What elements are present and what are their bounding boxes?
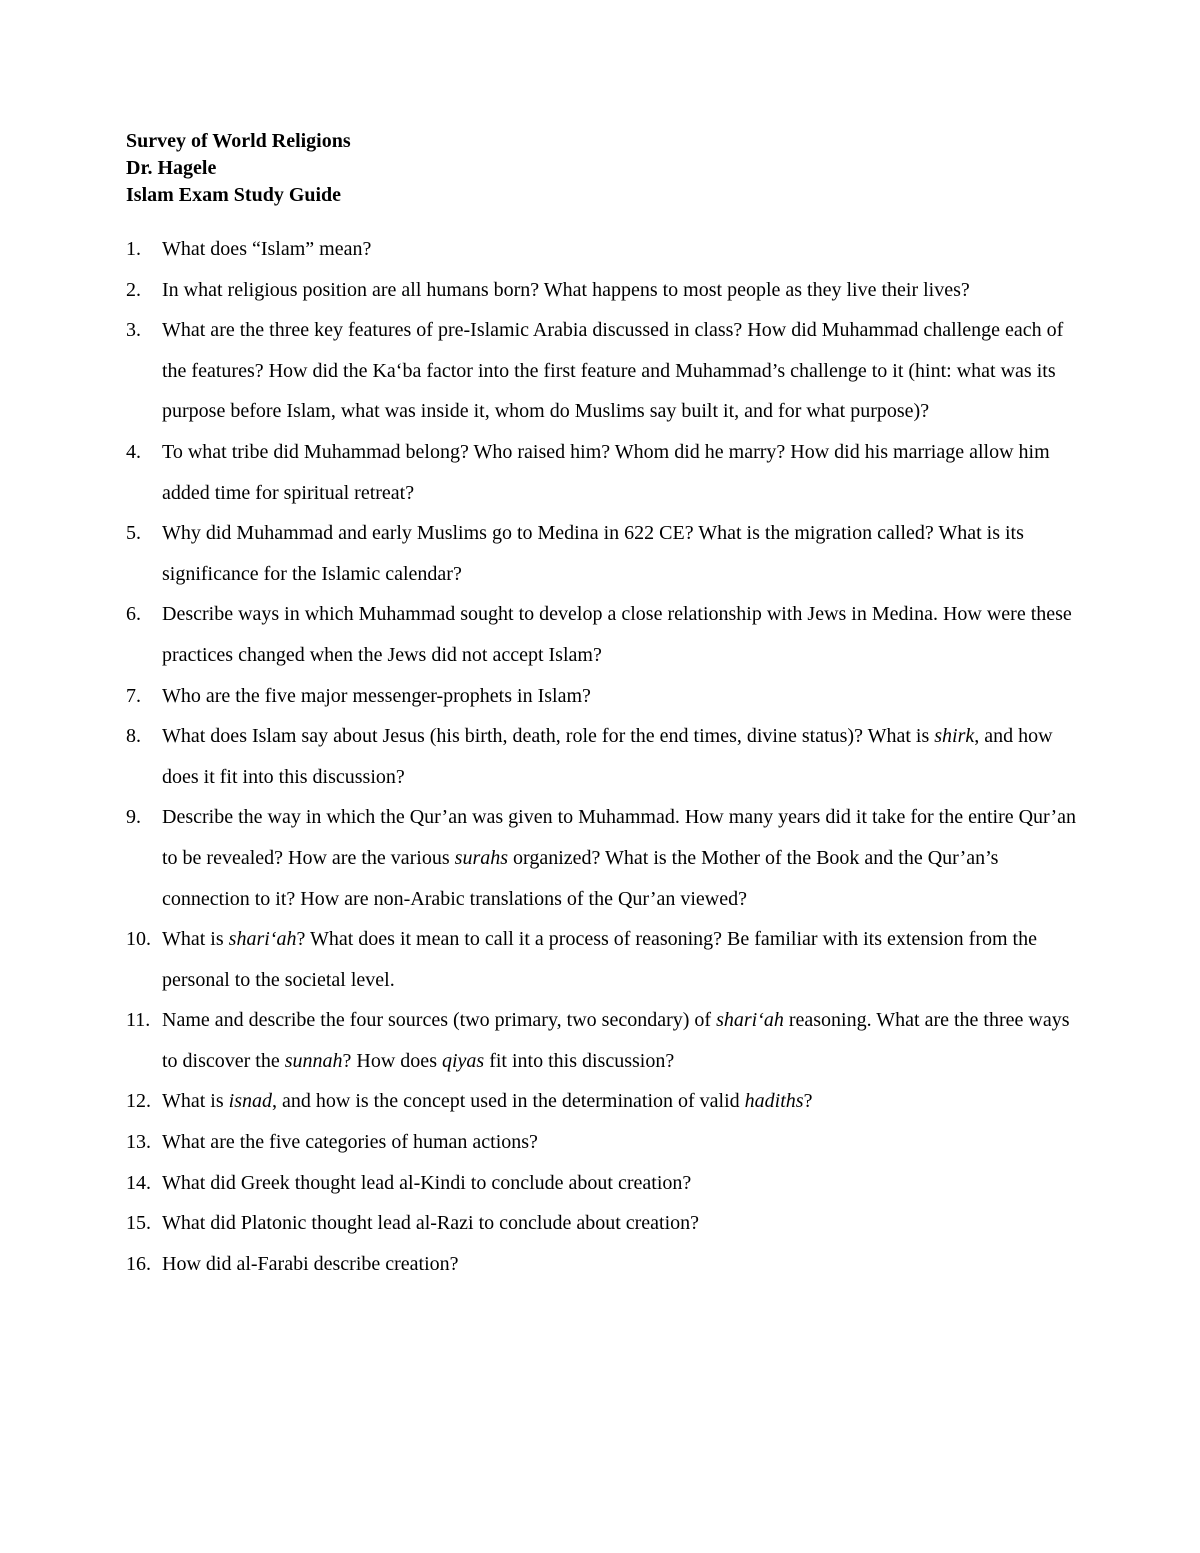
question-number: 7. [126, 684, 141, 707]
question-text [162, 1212, 699, 1234]
question-item [126, 270, 1086, 311]
italic-term: hadiths [744, 1090, 804, 1113]
question-number: 9. [126, 806, 141, 829]
question-text [162, 685, 591, 707]
question-text [162, 1131, 538, 1153]
question-text-segment: Describe ways in which Muhammad sought to develop a close relationship with Jews in Medina. How were these practices changed when the Jews did not accept Islam? [162, 603, 1072, 666]
question-number: 13. [126, 1131, 151, 1154]
question-text [162, 1009, 1069, 1072]
document-header [126, 128, 351, 209]
question-item [126, 919, 1086, 1000]
question-number: 8. [126, 725, 141, 748]
question-item [126, 1122, 1086, 1163]
question-list [126, 229, 1086, 1284]
italic-term: sunnah [284, 1049, 343, 1072]
question-number: 10. [126, 928, 151, 951]
question-text [162, 725, 1053, 788]
question-item [126, 1081, 1086, 1122]
question-text [162, 319, 1063, 422]
question-text-segment: ? What does it mean to call it a process of reasoning? Be familiar with its extension from the personal to the societal level. [162, 928, 1037, 991]
question-item [126, 1203, 1086, 1244]
instructor-name: Dr. Hagele [126, 157, 217, 179]
question-number: 12. [126, 1090, 151, 1113]
question-text-segment: What does “Islam” mean? [162, 238, 372, 260]
question-text-segment: Why did Muhammad and early Muslims go to Medina in 622 CE? What is the migration called? What is its significance for the Islamic calendar? [162, 522, 1024, 585]
question-item [126, 797, 1086, 919]
question-number: 4. [126, 440, 141, 463]
question-item [126, 716, 1086, 797]
study-guide-title: Islam Exam Study Guide [126, 184, 342, 206]
question-item [126, 513, 1086, 594]
question-text [162, 603, 1072, 666]
italic-term: isnad [228, 1090, 272, 1113]
question-item [126, 676, 1086, 717]
question-text-segment: fit into this discussion? [484, 1049, 675, 1072]
italic-term: shari‘ah [716, 1009, 784, 1032]
question-text-segment: organized? What is the Mother of the Book and the Qur’an’s connection to it? How are non-Arabic translations of the Qur’an viewed? [162, 846, 999, 910]
question-text-segment: Who are the five major messenger-prophets in Islam? [162, 684, 591, 707]
question-number: 16. [126, 1252, 151, 1275]
question-item [126, 229, 1086, 270]
question-number: 6. [126, 603, 141, 626]
question-text [162, 928, 1037, 991]
question-item [126, 1163, 1086, 1204]
question-number: 3. [126, 319, 141, 342]
question-text-segment: What did Platonic thought lead al-Razi to conclude about creation? [162, 1212, 700, 1235]
question-number: 14. [126, 1171, 151, 1194]
question-text-segment: What did Greek thought lead al-Kindi to conclude about creation? [162, 1171, 692, 1194]
question-text-segment: In what religious position are all humans born? What happens to most people as they live their lives? [162, 278, 970, 301]
italic-term: shari‘ah [228, 928, 297, 951]
question-text-segment: How did al-Farabi describe creation? [162, 1252, 459, 1275]
question-text [162, 1253, 459, 1275]
question-text [162, 806, 1076, 909]
question-text [162, 1090, 812, 1112]
question-number: 11. [126, 1009, 151, 1032]
question-number: 2. [126, 278, 141, 301]
question-text-segment: What is [162, 1090, 229, 1113]
question-text-segment: What does Islam say about Jesus (his birth, death, role for the end times, divine status)? What is [162, 725, 935, 748]
question-text-segment: , and how does it fit into this discussion? [162, 725, 1053, 788]
italic-term: qiyas [441, 1049, 485, 1072]
question-text-segment: To what tribe did Muhammad belong? Who raised him? Whom did he marry? How did his marriage allow him added time for spiritual retreat? [162, 440, 1050, 504]
question-item [126, 594, 1086, 675]
question-text-segment: reasoning. What are the three ways to discover the [162, 1009, 1070, 1072]
question-text [162, 238, 371, 260]
question-text-segment: What are the five categories of human actions? [162, 1131, 538, 1154]
question-text-segment: Name and describe the four sources (two primary, two secondary) of [162, 1009, 717, 1032]
question-number: 5. [126, 522, 141, 545]
question-item [126, 1244, 1086, 1285]
course-title: Survey of World Religions [126, 130, 351, 152]
question-text-segment: What is [162, 928, 229, 951]
question-text-segment: , and how is the concept used in the determination of valid [272, 1090, 745, 1113]
question-item [126, 432, 1086, 513]
question-text [162, 522, 1024, 585]
question-item [126, 1000, 1086, 1081]
question-text [162, 279, 970, 301]
question-text-segment: ? How does [342, 1049, 442, 1072]
question-text [162, 441, 1050, 504]
question-text-segment: Describe the way in which the Qur’an was given to Muhammad. How many years did it take for the entire Qur’an to be revealed? How are the various [162, 806, 1076, 869]
italic-term: surahs [454, 846, 509, 869]
question-text-segment: ? [803, 1090, 813, 1113]
question-number: 15. [126, 1212, 151, 1235]
question-item [126, 310, 1086, 432]
italic-term: shirk [934, 725, 975, 748]
question-text-segment: What are the three key features of pre-Islamic Arabia discussed in class? How did Muhammad challenge each of the features? How did the Ka‘ba factor into the first feature and Muhammad’s challenge to it (hint: what was its purpose before Islam, what was inside it, whom do Muslims say built it, and for what purpose)? [162, 319, 1064, 423]
question-number: 1. [126, 238, 141, 260]
question-text [162, 1172, 691, 1194]
